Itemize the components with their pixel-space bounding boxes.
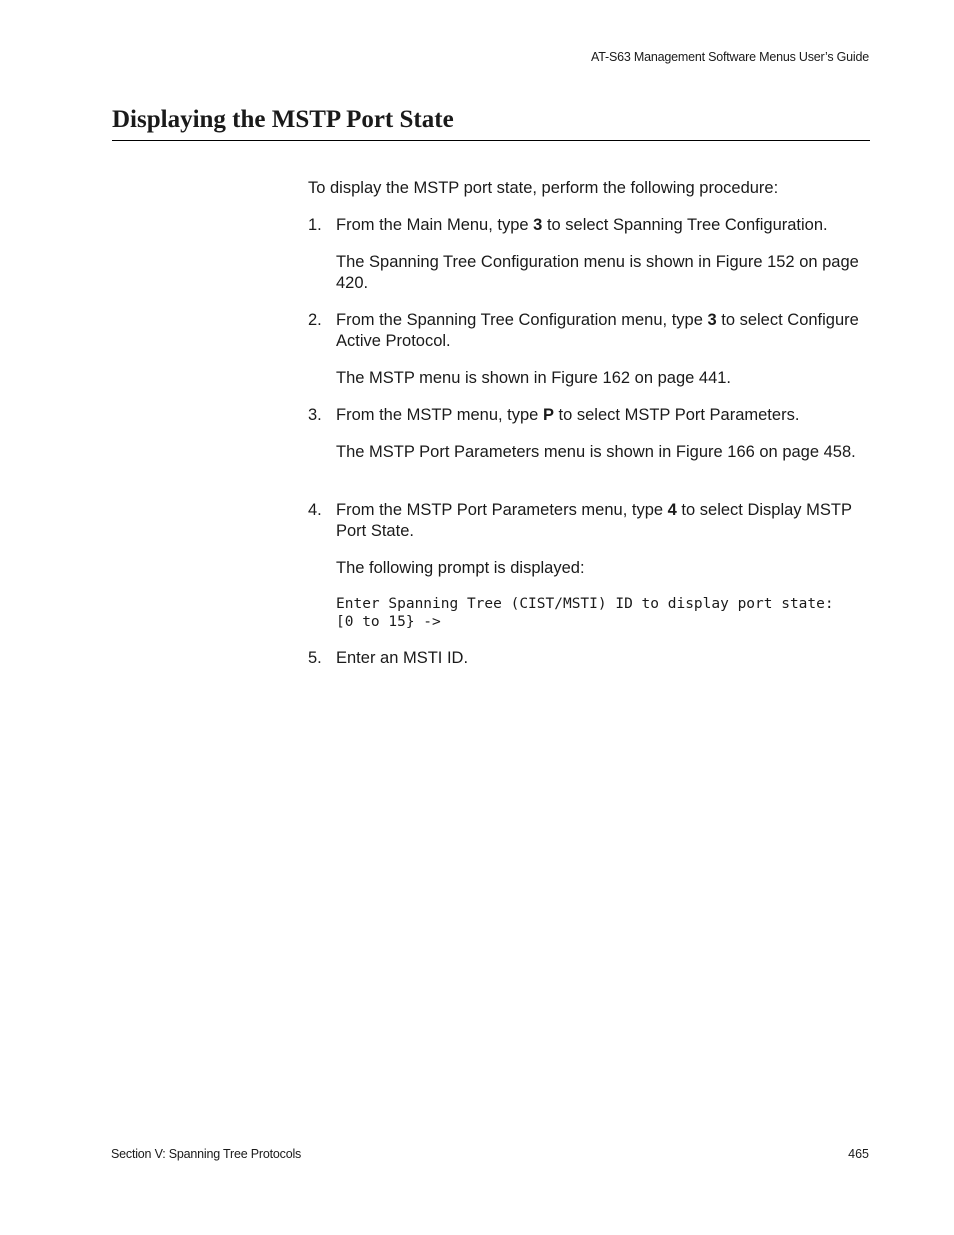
step-number: 1. — [308, 216, 322, 234]
step-text: From the MSTP Port Parameters menu, type 4 to select Display MSTP Port State. — [336, 501, 852, 540]
step-text: From the MSTP menu, type P to select MSTP Port Parameters. — [336, 406, 800, 424]
step-note: The MSTP menu is shown in Figure 162 on page 441. — [336, 369, 732, 387]
step-text: From the Main Menu, type 3 to select Spanning Tree Configuration. — [336, 216, 828, 234]
key-label: 3 — [533, 216, 543, 234]
step-number: 5. — [308, 649, 322, 667]
key-label: P — [542, 406, 554, 424]
step-note: The MSTP Port Parameters menu is shown in Figure 166 on page 458. — [336, 443, 856, 461]
prompt-code-line-1: Enter Spanning Tree (CIST/MSTI) ID to display port state: — [336, 596, 834, 612]
step-number: 4. — [308, 501, 322, 519]
intro-paragraph: To display the MSTP port state, perform the following procedure: — [308, 179, 779, 197]
running-header: AT-S63 Management Software Menus User’s Guide — [591, 50, 869, 64]
page-title: Displaying the MSTP Port State — [112, 106, 454, 133]
footer-section-label: Section V: Spanning Tree Protocols — [111, 1147, 302, 1161]
step-text: From the Spanning Tree Configuration menu, type 3 to select Configure Active Protocol. — [336, 311, 859, 350]
prompt-code-line-2: [0 to 15} -> — [336, 614, 441, 630]
key-label: 3 — [707, 311, 717, 329]
key-label: 4 — [667, 501, 677, 519]
step-note: The following prompt is displayed: — [336, 559, 585, 577]
title-divider — [112, 140, 870, 141]
footer-page-number: 465 — [848, 1147, 869, 1161]
step-note: The Spanning Tree Configuration menu is shown in Figure 152 on page 420. — [336, 253, 859, 292]
step-number: 3. — [308, 406, 322, 424]
step-number: 2. — [308, 311, 322, 329]
step-text: Enter an MSTI ID. — [336, 649, 469, 667]
